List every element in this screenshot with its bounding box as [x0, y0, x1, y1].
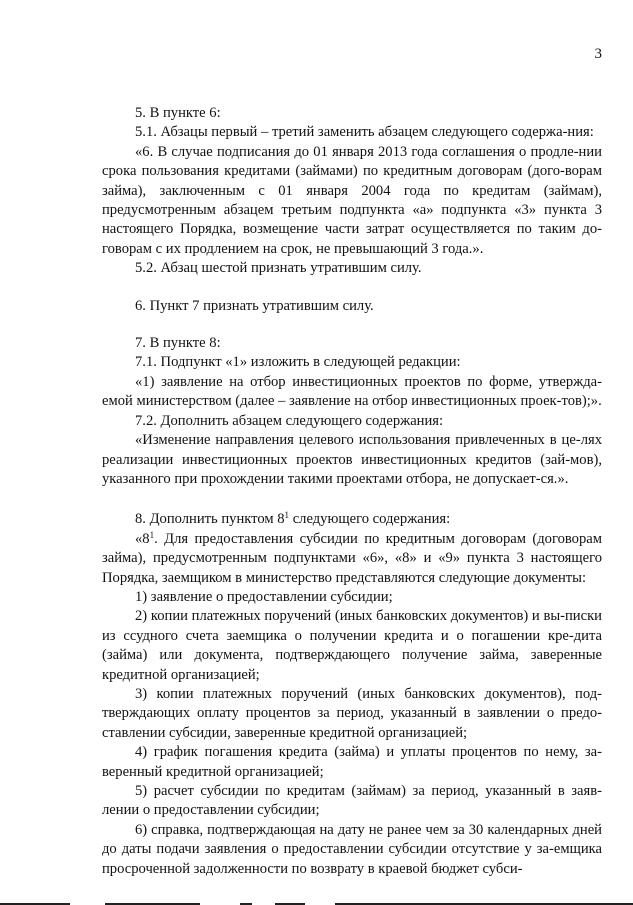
section-6: 6. Пункт 7 признать утратившим силу. — [135, 297, 374, 314]
quote-8-text: . Для предоставления субсидии по кредитным договорам (договорам займа), предусмотренным подпунктами «6», «8» и «9» пункта 3 настоящего Порядка, заемщиком в министерство представляются следующие документы: — [102, 530, 602, 586]
document-body — [102, 104, 602, 879]
superscript-1: 1 — [284, 510, 290, 521]
section-7-heading: 7. В пункте 8: — [135, 335, 221, 352]
list-item-6: 6) справка, подтверждающая на дату не ранее чем за 30 календарных дней до даты подачи заявления о предоставлении субсидии отсутствие у за-емщика просроченной задолженности по возврату в краевой бюджет субси- — [102, 821, 602, 877]
quote-8-prefix: «8 — [135, 530, 150, 547]
section-8-suffix: следующего содержания: — [289, 511, 451, 528]
paragraph-5-2: 5.2. Абзац шестой признать утратившим силу. — [135, 260, 422, 277]
paragraph-5-1: 5.1. Абзацы первый – третий заменить абзацем следующего содержа-ния: — [135, 124, 594, 141]
paragraph-quote-6: «6. В случае подписания до 01 января 2013 года соглашения о продле-нии срока пользования кредитами (займами) по кредитным договорам (дого-ворам займа), заключенным с 01 января 2004 года по кредитам (займам), предусмотренным абзацем третьим подпункта «а» подпункта «3» пункта 3 настоящего Порядка, возмещение части затрат осуществляется по таким до-говорам с их продлением на срок, не превышающий 3 года.». — [102, 143, 602, 257]
list-item-4: 4) график погашения кредита (займа) и уплаты процентов по нему, за-веренный кредитной организацией; — [102, 744, 602, 780]
paragraph-quote-1: «1) заявление на отбор инвестиционных проектов по форме, утвержда-емой министерством (далее – заявление на отбор инвестиционных проек-тов);». — [102, 373, 602, 410]
paragraph-quote-change: «Изменение направления целевого использования привлеченных в це-лях реализации инвестиционных проектов инвестиционных кредитов (зай-мов), указанного при прохождении такими проектами отбора, не допускает-ся.». — [102, 432, 602, 487]
section-5-heading: 5. В пункте 6: — [135, 105, 221, 121]
superscript-1b: 1 — [149, 529, 155, 540]
list-item-1: 1) заявление о предоставлении субсидии; — [135, 588, 393, 605]
paragraph-quote-8-1 — [102, 530, 602, 588]
list-item-2: 2) копии платежных поручений (иных банковских документов) и вы-писки из ссудного счета заемщика о получении кредита и о погашении кре-дита (займа) или документа, подтверждающего получение займа, заверенные кредитной организацией; — [102, 608, 602, 683]
page-number: 3 — [594, 46, 602, 62]
section-8-text: 8. Дополнить пунктом 8 — [135, 511, 285, 528]
paragraph-7-2: 7.2. Дополнить абзацем следующего содержания: — [135, 412, 444, 429]
list-item-3: 3) копии платежных поручений (иных банковских документов), под-тверждающих оплату процентов за период, указанный в заявлении о предо-ставлении субсидии, заверенные кредитной организацией; — [102, 685, 602, 741]
list-item-5: 5) расчет субсидии по кредитам (займам) за период, указанный в заяв-лении о предоставлении субсидии; — [102, 783, 602, 819]
section-8-heading — [102, 510, 602, 529]
paragraph-7-1: 7.1. Подпункт «1» изложить в следующей редакции: — [135, 354, 461, 371]
